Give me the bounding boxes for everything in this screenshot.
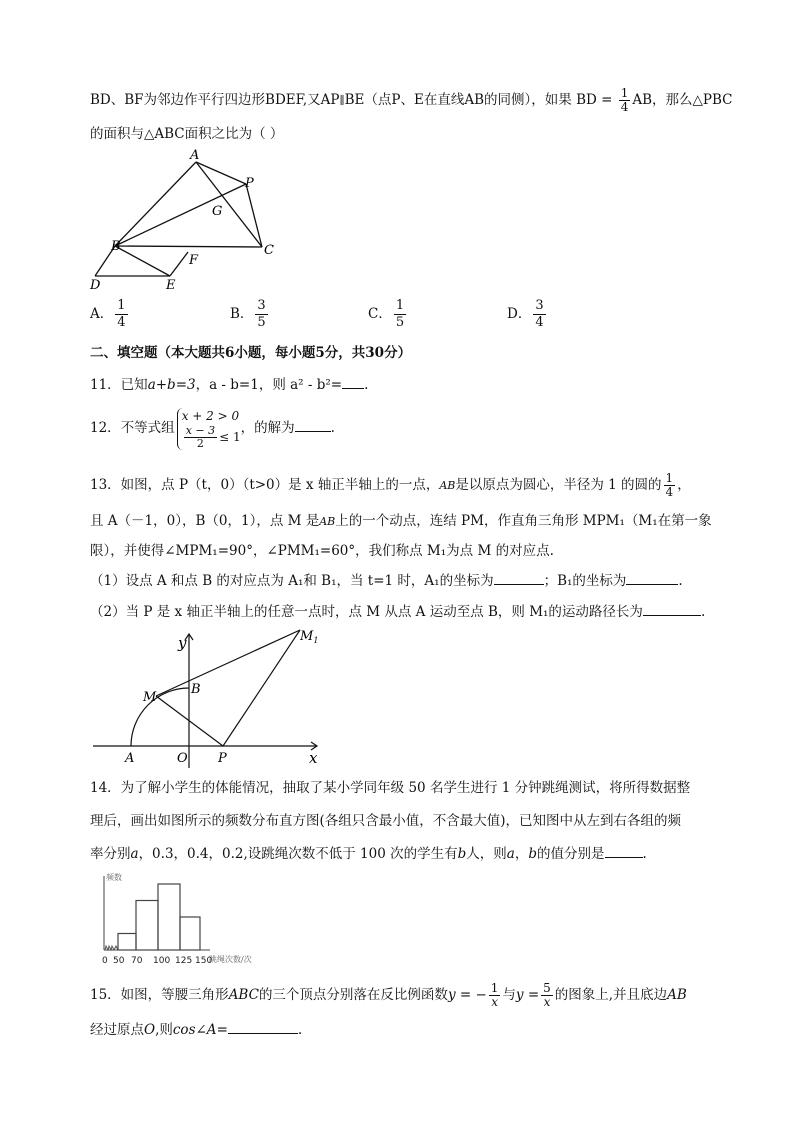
- answer-blank-a1[interactable]: [494, 570, 544, 585]
- q11: 11．已知a+b=3，a - b=1，则 a² - b²= .: [90, 374, 368, 395]
- q13-line2: 且 A（－1，0），B（0，1），点 M 是AB上的一个动点，连结 PM，作直角三角形 MPM₁（M₁在第一象: [90, 513, 712, 529]
- option-d[interactable]: D． $\frac{3}{4}$: [507, 298, 544, 330]
- histogram-tick-label: 150: [195, 956, 213, 966]
- label-C: C: [264, 243, 274, 258]
- option-c[interactable]: C． $\frac{1}{5}$: [368, 298, 405, 330]
- label-O: O: [177, 751, 188, 766]
- label-A: A: [190, 148, 200, 163]
- answer-blank[interactable]: [228, 1019, 298, 1034]
- histogram-bar-125-150: [180, 917, 200, 950]
- q13-line4: （1）设点 A 和点 B 的对应点为 A₁和 B₁，当 t=1 时，A₁的坐标为 ；B₁的坐标为 .: [90, 570, 683, 591]
- answer-blank[interactable]: [342, 374, 364, 389]
- histogram-bar-50-70: [118, 934, 136, 951]
- parallel-symbol: ∥: [339, 94, 345, 107]
- q10-line1: BD、BF为邻边作平行四边形BDEF,又AP∥BE（点P、E在直线AB的同侧），如果 BD = $\frac{1}{4}$ AB，那么△PBC: [90, 86, 733, 114]
- q15-line2: 经过原点O,则cos∠A= .: [90, 1019, 302, 1040]
- label-A: A: [125, 751, 135, 766]
- label-D: D: [90, 278, 101, 293]
- q10-line2: 的面积与△ABC面积之比为（ ）: [90, 126, 284, 142]
- axis-x-label: x: [309, 749, 318, 767]
- answer-blank-path[interactable]: [643, 601, 701, 616]
- arc-ab: AB: [439, 479, 456, 492]
- inequality-system: x + 2 > 0 $\frac{x - 3}{2}$ ≤ 1: [177, 408, 241, 450]
- label-M: M: [143, 690, 157, 705]
- axis-y-label: y: [178, 634, 187, 652]
- option-a[interactable]: A． $\frac{1}{4}$: [90, 298, 126, 330]
- histogram-bar-100-125: [158, 884, 180, 950]
- label-M1: $M_1$: [300, 629, 319, 645]
- section-title: 二、填空题（本大题共6小题，每小题5分，共30分）: [90, 345, 412, 361]
- q13-coordinate-figure: [85, 620, 335, 770]
- label-B: B: [111, 239, 121, 254]
- histogram-tick-label: 125: [175, 956, 193, 966]
- histogram-xlabel: 跳绳次数/次: [209, 955, 252, 964]
- answer-blank-b1[interactable]: [626, 570, 678, 585]
- q14-line2: 理后，画出如图所示的频数分布直方图(各组只含最小值，不含最大值)，已知图中从左到右各组的频: [90, 813, 682, 829]
- histogram-tick-label: 100: [153, 956, 171, 966]
- answer-blank[interactable]: [605, 843, 643, 858]
- histogram-tick-label: 50: [113, 956, 125, 966]
- q14-line1: 14．为了解小学生的体能情况，抽取了某小学同年级 50 名学生进行 1 分钟跳绳测试，将所得数据整: [90, 780, 691, 796]
- q14-line3: 率分别a，0.3，0.4，0.2,设跳绳次数不低于 100 次的学生有b人，则a，b的值分别是 .: [90, 843, 647, 864]
- q13-line1: 13．如图，点 P（t，0）（t>0）是 x 轴正半轴上的一点，AB是以原点为圆心，半径为 1 的圆的 $\frac{1}{4}$ ，: [90, 471, 691, 499]
- option-b[interactable]: B． $\frac{3}{5}$: [230, 298, 266, 330]
- label-P: P: [245, 176, 254, 191]
- q12: 12．不等式组x + 2 > 0 $\frac{x - 3}{2}$ ≤ 1，的解为 .: [90, 408, 335, 450]
- q13-line5: （2）当 P 是 x 轴正半轴上的任意一点时，点 M 从点 A 运动至点 B，则 M₁的运动路径长为 .: [90, 601, 705, 622]
- q13-line3: 限），并使得∠MPM₁=90°，∠PMM₁=60°，我们称点 M₁为点 M 的对应点.: [90, 543, 554, 559]
- answer-blank[interactable]: [295, 417, 331, 432]
- histogram-tick-label: 0: [102, 956, 108, 966]
- label-G: G: [212, 204, 223, 219]
- histogram-bar-70-100: [136, 901, 158, 951]
- label-P: P: [218, 751, 227, 766]
- frequency-histogram: [96, 870, 276, 966]
- histogram-tick-label: 70: [131, 956, 143, 966]
- fraction: $\frac{1}{4}$: [620, 86, 629, 114]
- q10-geometry-figure: [85, 145, 295, 295]
- label-F: F: [189, 253, 199, 268]
- q15-line1: 15．如图，等腰三角形ABC的三个顶点分别落在反比例函数y = − $\frac{1}{x}$ 与y = $\frac{5}{x}$ 的图象上,并且底边AB: [90, 981, 687, 1009]
- histogram-ylabel: 频数: [106, 873, 122, 882]
- label-B: B: [191, 682, 201, 697]
- label-E: E: [166, 278, 176, 293]
